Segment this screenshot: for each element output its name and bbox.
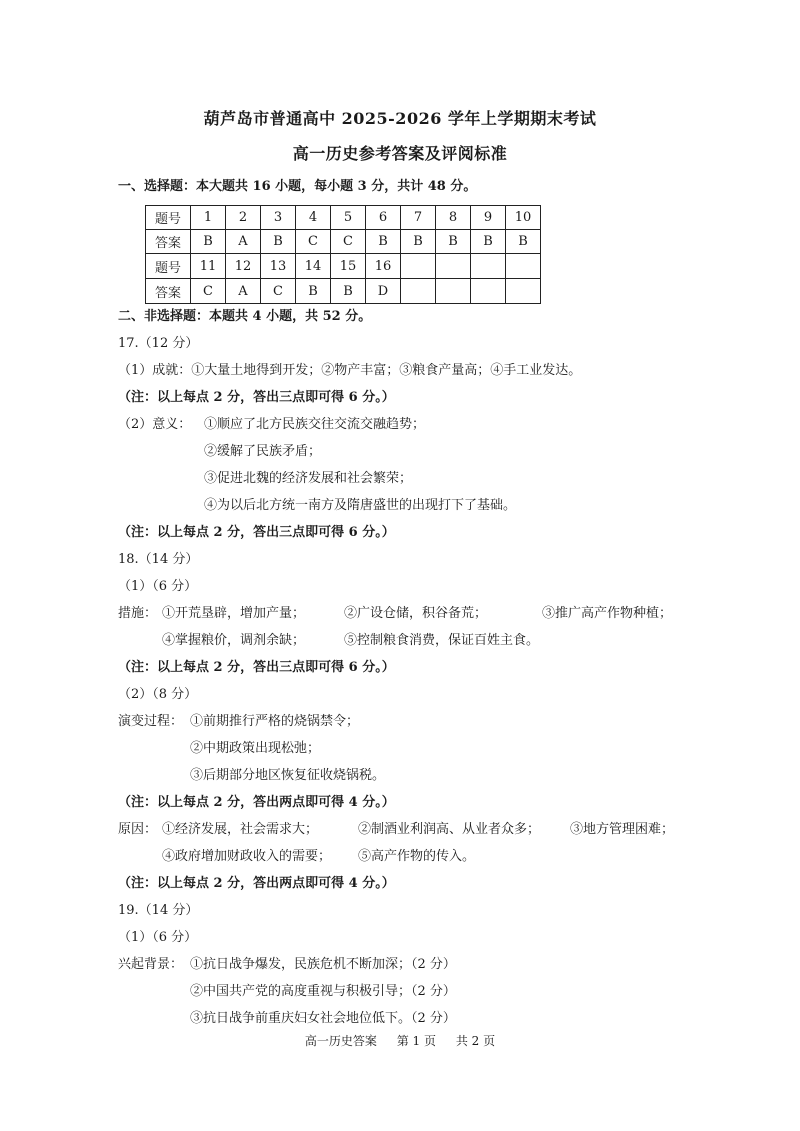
footer-subject: 高一历史答案 [304,1034,377,1048]
document-subtitle: 高一历史参考答案及评阅标准 [292,144,508,163]
q17-number: 17.（12 分） [118,336,199,351]
q17-note2: （注：以上每点 2 分，答出三点即可得 6 分。） [118,525,395,540]
list-item: ①经济发展，社会需求大； [162,822,319,837]
table-cell: 15 [331,254,366,279]
table-cell [506,279,541,304]
q18-note3: （注：以上每点 2 分，答出两点即可得 4 分。） [118,876,395,891]
table-cell: B [296,279,331,304]
table-cell: C [331,230,366,254]
table-cell [506,254,541,279]
table-cell [436,254,471,279]
q17-note1: （注：以上每点 2 分，答出三点即可得 6 分。） [118,390,395,405]
table-cell: D [366,279,401,304]
list-item: ⑤高产作物的传入。 [358,849,476,864]
footer-page-number: 第 1 页 [396,1034,436,1048]
table-row [146,254,541,279]
table-row [146,206,541,230]
q19-number: 19.（14 分） [118,903,199,918]
table-cell: 11 [191,254,226,279]
table-cell: B [506,230,541,254]
table-cell: 6 [366,206,401,230]
table-cell: A [226,279,261,304]
list-item: ①开荒垦辟，增加产量； [162,606,306,621]
q18-reason-label: 原因： [118,822,158,837]
table-cell: 13 [261,254,296,279]
section2-heading: 二、非选择题：本题共 4 小题，共 52 分。 [118,309,372,324]
table-cell: 7 [401,206,436,230]
table-cell: B [331,279,366,304]
list-item: ③抗日战争前重庆妇女社会地位低下。（2 分） [190,1011,456,1026]
table-cell: B [436,230,471,254]
answer-table [145,205,541,304]
footer-page-total: 共 2 页 [455,1034,496,1048]
q18-evolution-label: 演变过程： [118,714,184,729]
list-item: ④为以后北方统一南方及隋唐盛世的出现打下了基础。 [204,498,517,513]
q17-part2-label: （2）意义： [118,417,192,432]
table-cell: 题号 [146,206,191,230]
table-cell: 2 [226,206,261,230]
table-cell: 1 [191,206,226,230]
table-row [146,230,541,254]
table-cell: 12 [226,254,261,279]
q17-part1: （1）成就：①大量土地得到开发；②物产丰富；③粮食产量高；④手工业发达。 [118,363,582,378]
list-item: ②中国共产党的高度重视与积极引导；（2 分） [190,984,456,999]
q18-measures-label: 措施： [118,606,158,621]
table-cell: C [191,279,226,304]
list-item: ③推广高产作物种植； [542,606,673,621]
q18-sub1: （1）（6 分） [118,579,198,594]
list-item: ②制酒业利润高、从业者众多； [358,822,541,837]
list-item: ③地方管理困难； [570,822,675,837]
q18-note2: （注：以上每点 2 分，答出两点即可得 4 分。） [118,795,395,810]
q18-number: 18.（14 分） [118,552,199,567]
table-cell [471,254,506,279]
table-cell: 题号 [146,254,191,279]
list-item: ③促进北魏的经济发展和社会繁荣； [204,471,413,486]
table-cell [471,279,506,304]
q19-sub1: （1）（6 分） [118,930,198,945]
list-item: ②广设仓储，积谷备荒； [344,606,488,621]
table-cell: 10 [506,206,541,230]
list-item: ⑤控制粮食消费，保证百姓主食。 [344,633,540,648]
table-cell: C [296,230,331,254]
q18-sub2: （2）（8 分） [118,687,198,702]
list-item: ①前期推行严格的烧锅禁令； [190,714,360,729]
table-cell [401,279,436,304]
table-cell: B [401,230,436,254]
table-cell: B [471,230,506,254]
list-item: ④掌握粮价，调剂余缺； [162,633,306,648]
list-item: ②中期政策出现松弛； [190,741,321,756]
table-cell: 16 [366,254,401,279]
table-cell: 9 [471,206,506,230]
table-cell: B [191,230,226,254]
list-item: ①抗日战争爆发，民族危机不断加深；（2 分） [190,957,456,972]
table-cell: 5 [331,206,366,230]
q18-note1: （注：以上每点 2 分，答出三点即可得 6 分。） [118,660,395,675]
list-item: ①顺应了北方民族交往交流交融趋势； [204,417,426,432]
table-cell: 14 [296,254,331,279]
q19-background-label: 兴起背景： [118,957,184,972]
table-cell: C [261,279,296,304]
table-cell: B [261,230,296,254]
list-item: ③后期部分地区恢复征收烧锅税。 [190,768,386,783]
table-cell: 答案 [146,230,191,254]
table-cell: 3 [261,206,296,230]
table-cell: 4 [296,206,331,230]
table-cell: B [366,230,401,254]
table-cell: 答案 [146,279,191,304]
document-title: 葫芦岛市普通高中 2025-2026 学年上学期期末考试 [203,109,597,128]
page-footer [0,1032,800,1049]
list-item: ②缓解了民族矛盾； [204,444,322,459]
table-cell [401,254,436,279]
table-cell: 8 [436,206,471,230]
list-item: ④政府增加财政收入的需要； [162,849,332,864]
table-row [146,279,541,304]
table-cell: A [226,230,261,254]
section1-heading: 一、选择题：本大题共 16 小题，每小题 3 分，共计 48 分。 [118,179,477,194]
table-cell [436,279,471,304]
